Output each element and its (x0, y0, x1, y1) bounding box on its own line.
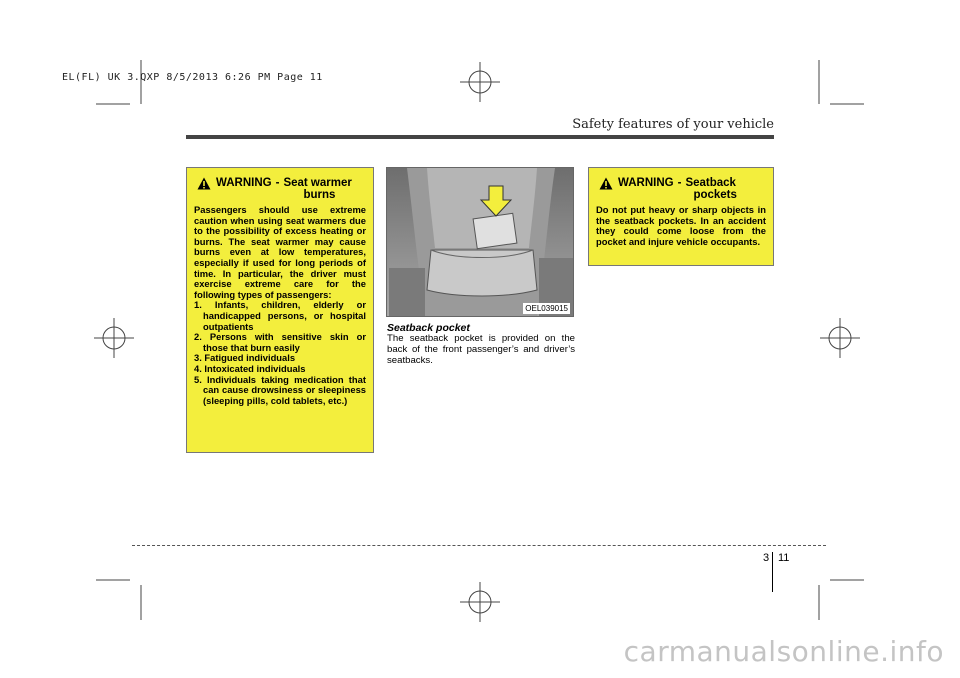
registration-mark-icon (94, 318, 134, 358)
footer-rule (132, 545, 826, 546)
page-number-value: 11 (778, 552, 790, 564)
section-heading: Seatback pocket (387, 322, 470, 334)
warning-subject (685, 177, 736, 201)
registration-mark-icon (460, 582, 500, 622)
list-item: 3. Fatigued individuals (194, 352, 296, 364)
page-header-title: Safety features of your vehicle (572, 117, 774, 132)
warning-subject (283, 177, 351, 201)
warning-label: WARNING (216, 177, 272, 189)
warning-seatback-pockets-box (588, 167, 774, 266)
warning-subject-line1: Seatback (685, 177, 736, 189)
warning-body (589, 201, 773, 247)
chapter-number: 3 (763, 552, 770, 564)
warning-dash: - (275, 177, 280, 189)
warning-text: Do not put heavy or sharp objects in the seatback pockets. In an accident they could come loose from the pocket and injure vehicle occupants. (596, 204, 766, 247)
warning-dash: - (677, 177, 682, 189)
warning-subject-line2: burns (303, 189, 336, 201)
warning-title (187, 168, 373, 201)
list-item: 1. Infants, children, elderly or handicapped persons, or hospital outpatients (194, 299, 366, 332)
header-rule (186, 135, 774, 139)
warning-triangle-icon (197, 177, 211, 190)
warning-list (194, 300, 366, 406)
print-slug: EL(FL) UK 3.QXP 8/5/2013 6:26 PM Page 11 (62, 72, 323, 83)
list-item: 5. Individuals taking medication that can cause drowsiness or sleepiness (sleeping pills, cold tablets, etc.) (194, 373, 366, 406)
warning-label: WARNING (618, 177, 674, 189)
list-item: 2. Persons with sensitive skin or those that burn easily (194, 331, 366, 353)
section-body: The seatback pocket is provided on the back of the front passenger’s and driver’s seatbacks. (387, 333, 575, 366)
seatback-pocket-photo (386, 167, 574, 317)
page-number-divider (772, 552, 773, 592)
list-item: 4. Intoxicated individuals (194, 362, 306, 374)
watermark: carmanualsonline.info (623, 635, 944, 668)
warning-triangle-icon (599, 177, 613, 190)
warning-intro: Passengers should use extreme caution when using seat warmers due to the possibility of excess heating or burns. The seat warmer may cause burns even at low temperatures, especially if used for long periods of time. In particular, the driver must exercise extreme care for the following types of passengers: (194, 204, 366, 300)
warning-body (187, 201, 373, 406)
warning-title (589, 168, 773, 201)
photo-code: OEL039015 (525, 304, 568, 313)
seatback-illustration (387, 168, 574, 317)
warning-seat-warmer-box (186, 167, 374, 453)
warning-subject-line2: pockets (693, 189, 737, 201)
registration-mark-icon (460, 62, 500, 102)
warning-subject-line1: Seat warmer (283, 177, 352, 189)
registration-mark-icon (820, 318, 860, 358)
